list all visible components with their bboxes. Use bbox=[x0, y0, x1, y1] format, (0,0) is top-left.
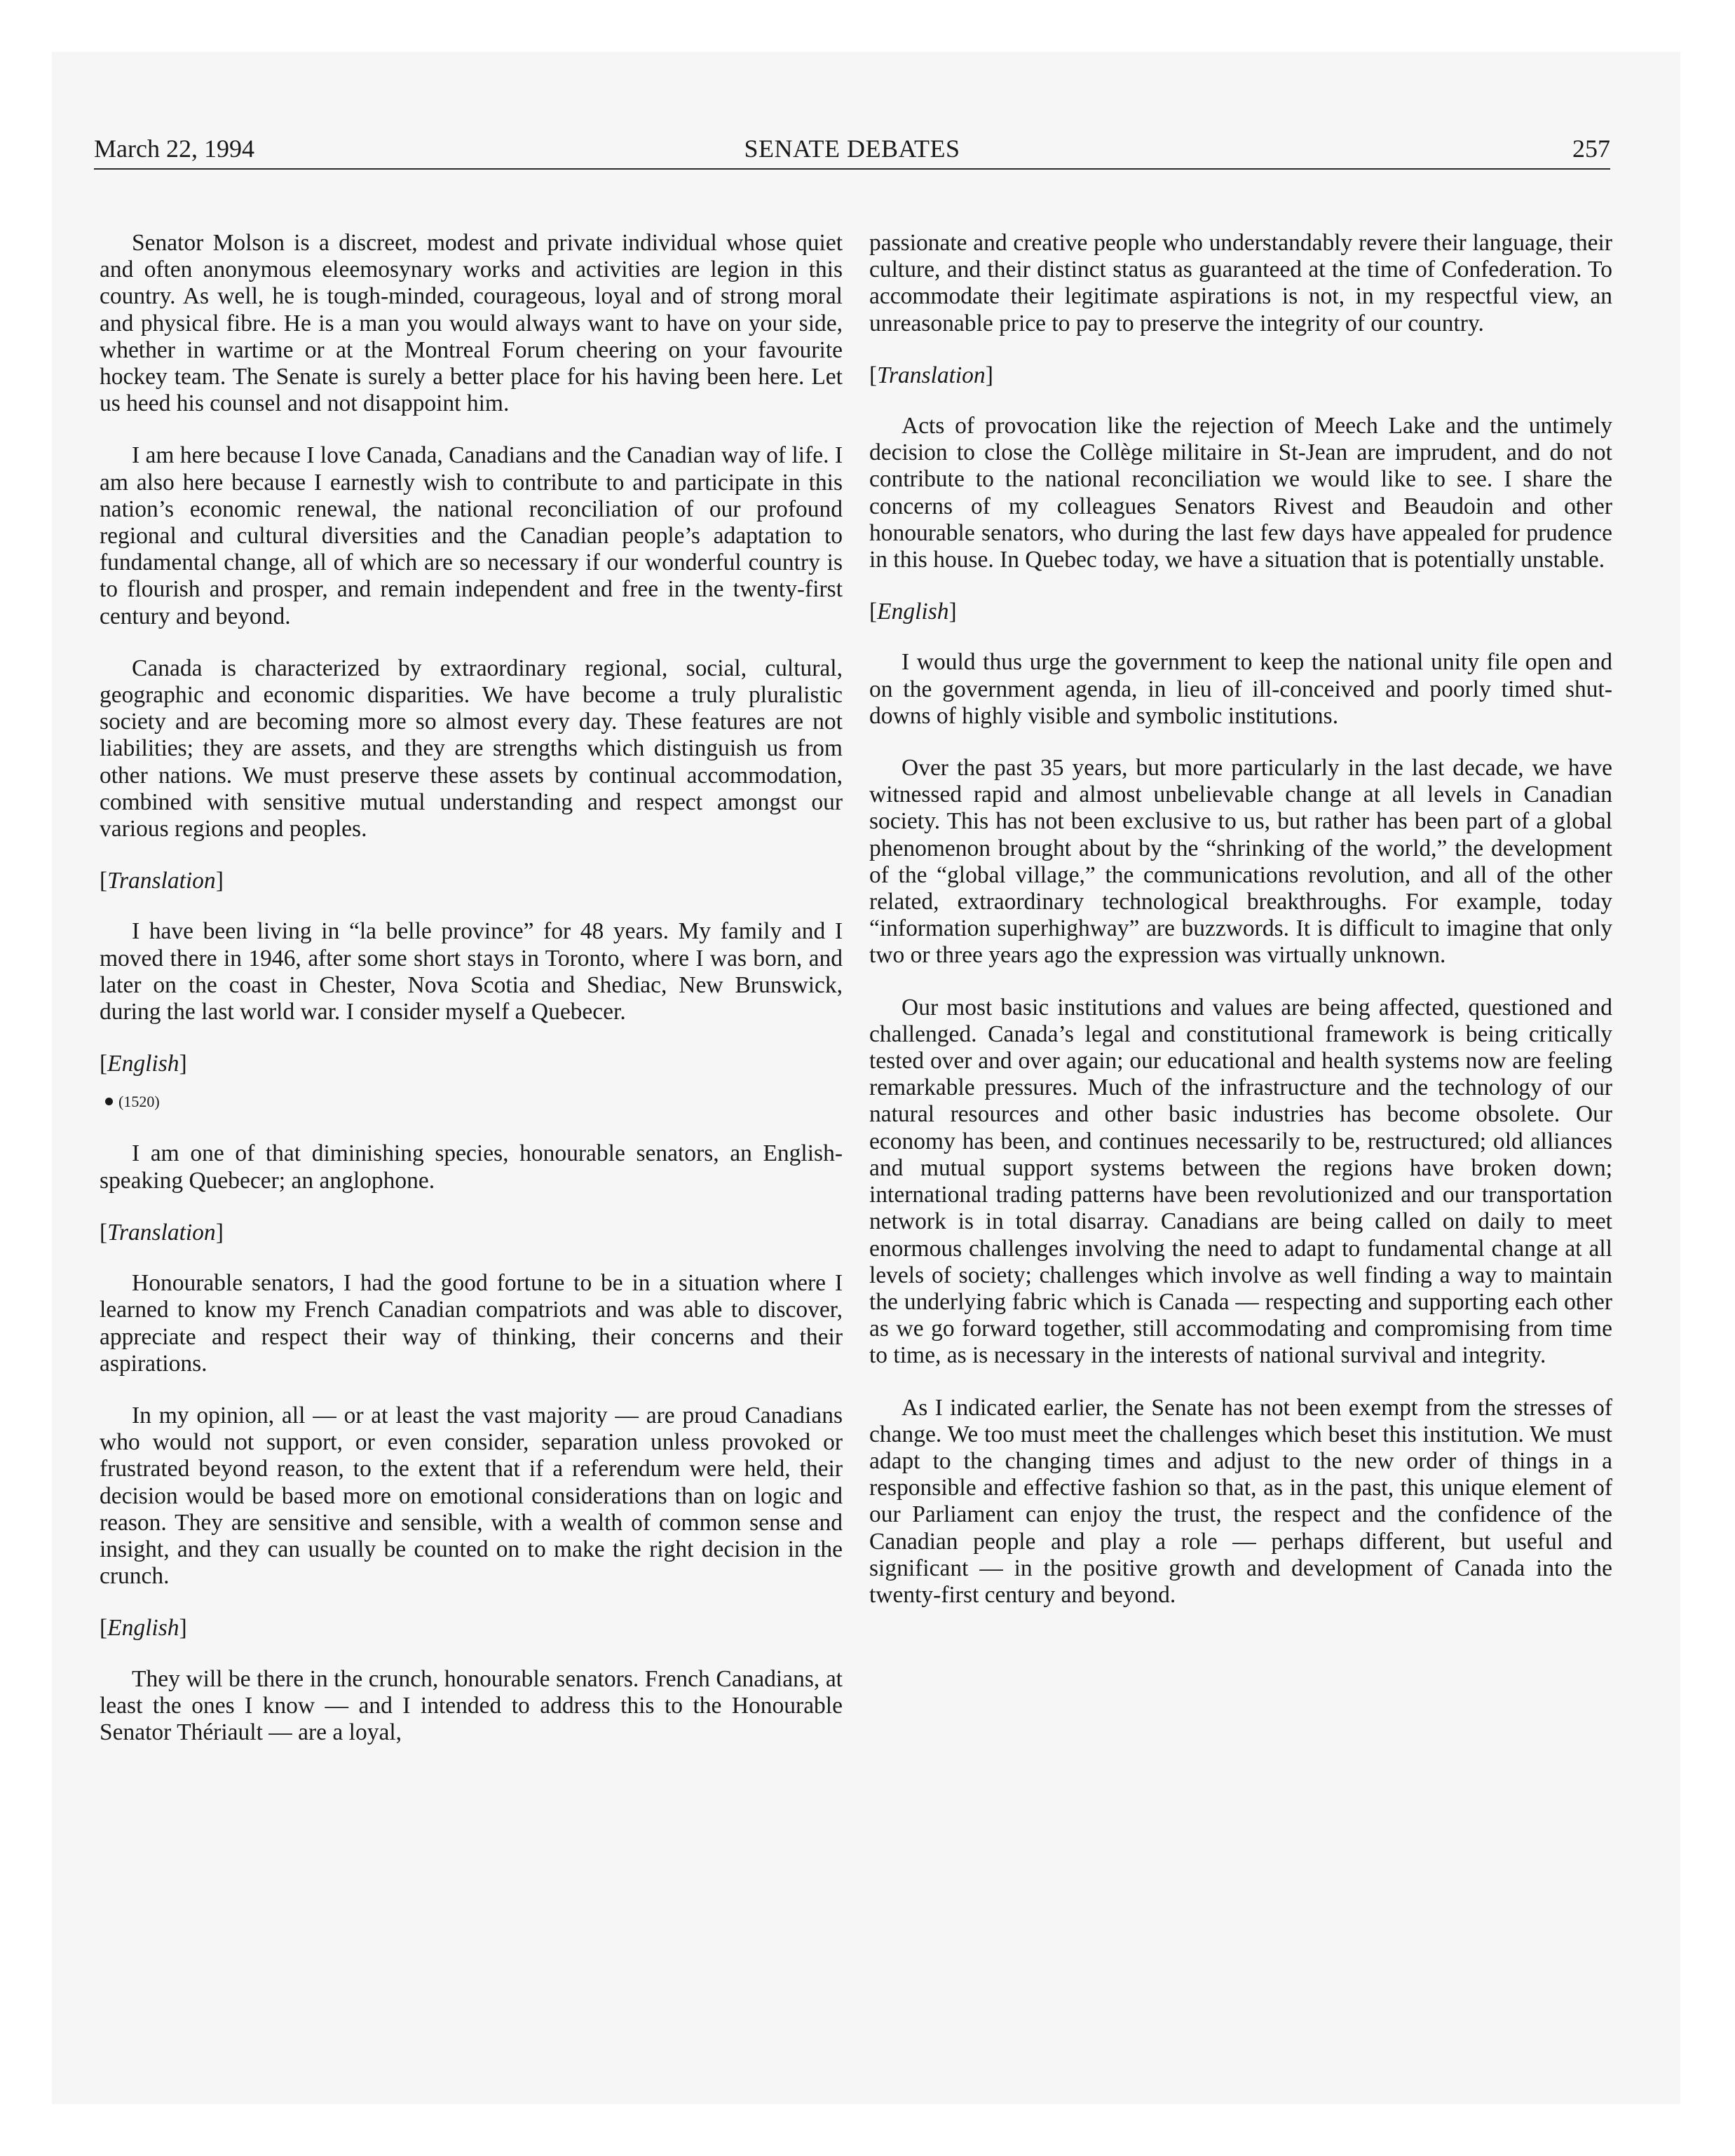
language-tag: [Translation] bbox=[869, 362, 993, 388]
paragraph: Senator Molson is a discreet, modest and private individual whose quiet and often anonymous eleemosynary works and activities are legion in this country. As well, he is tough-minded, courageous, loyal and of strong moral and physical fibre. He is a man you would always want to have on your side, whether in wartime or at the Montreal Forum cheering on your favourite hockey team. The Senate is surely a better place for his having been here. Let us heed his counsel and not disappoint him. bbox=[100, 230, 843, 417]
language-tag: [English] bbox=[869, 599, 957, 625]
time-marker-text: (1520) bbox=[118, 1093, 160, 1111]
language-tag-text: English bbox=[107, 1615, 179, 1642]
paragraph: As I indicated earlier, the Senate has not been exempt from the stresses of change. We too must meet the challenges which beset this institution. We must adapt to the changing times and adjust to the new order of things in a responsible and effective fashion so that, as in the past, this unique element of our Parliament can enjoy the trust, the respect and the confidence of the Canadian people and play a role — perhaps different, but useful and significant — in the positive growth and development of Canada into the twenty-first century and beyond. bbox=[869, 1394, 1612, 1608]
page-header bbox=[94, 132, 1610, 170]
paragraph: I have been living in “la belle province” for 48 years. My family and I moved there in 1946, after some short stays in Toronto, where I was born, and later on the coast in Chester, Nova Scotia and Shediac, New Brunswick, during the last world war. I consider myself a Quebecer. bbox=[100, 918, 843, 1025]
time-marker bbox=[105, 1091, 843, 1112]
language-tag: [Translation] bbox=[100, 1219, 224, 1246]
paragraph: Our most basic institutions and values are being affected, questioned and challenged. Canada’s legal and constitutional framework is being critically tested over and over again; our educational and health systems now are feeling remarkable pressures. Much of the infrastructure and the technology of our natural resources and other basic industries has become obsolete. Our economy has been, and continues necessarily to be, restructured; old alliances and mutual support systems between the regions have broken down; international trading patterns have been revolutionized and our transportation network is in total disarray. Canadians are being called on daily to meet enormous challenges involving the need to adapt to fundamental change at all levels of society; challenges which involve as well finding a way to maintain the underlying fabric which is Canada — respecting and supporting each other as we go forward together, still accommodating and compromising from time to time, as is necessary in the interests of national survival and integrity. bbox=[869, 994, 1612, 1369]
paragraph-continued: passionate and creative people who understandably revere their language, their culture, and their distinct status as guaranteed at the time of Confederation. To accommodate their legitimate aspirations is not, in my respectful view, an unreasonable price to pay to preserve the integrity of our country. bbox=[869, 230, 1612, 336]
paragraph: I am here because I love Canada, Canadians and the Canadian way of life. I am also here because I earnestly wish to contribute to and participate in this nation’s economic renewal, the national reconciliation of our profound regional and cultural diversities and the Canadian people’s adaptation to fundamental change, all of which are so necessary if our wonderful country is to flourish and prosper, and remain independent and free in the twenty-first century and beyond. bbox=[100, 442, 843, 629]
right-column bbox=[869, 230, 1612, 1634]
paragraph: I would thus urge the government to keep the national unity file open and on the government agenda, in lieu of ill-conceived and poorly timed shut-downs of highly visible and symbolic institutions. bbox=[869, 649, 1612, 729]
language-tag: [English] bbox=[100, 1051, 187, 1077]
paragraph: I am one of that diminishing species, honourable senators, an English-speaking Quebecer; an anglophone. bbox=[100, 1140, 843, 1194]
page-number: 257 bbox=[1572, 135, 1610, 163]
header-title: SENATE DEBATES bbox=[744, 135, 960, 163]
left-column bbox=[100, 230, 843, 1771]
bullet-icon bbox=[105, 1098, 113, 1105]
language-tag-text: Translation bbox=[877, 362, 986, 388]
paragraph: Canada is characterized by extraordinary regional, social, cultural, geographic and economic disparities. We have become a truly pluralistic society and are becoming more so almost every day. These features are not liabilities; they are assets, and they are strengths which distinguish us from other nations. We must preserve these assets by continual accommodation, combined with sensitive mutual understanding and respect amongst our various regions and peoples. bbox=[100, 655, 843, 842]
language-tag-text: English bbox=[877, 599, 949, 625]
paragraph: They will be there in the crunch, honourable senators. French Canadians, at least the ones I know — and I intended to address this to the Honourable Senator Thériault — are a loyal, bbox=[100, 1665, 843, 1745]
paragraph: Over the past 35 years, but more particularly in the last decade, we have witnessed rapid and almost unbelievable change at all levels in Canadian society. This has not been exclusive to us, but rather has been part of a global phenomenon brought about by the “shrinking of the world,” the development of the “global village,” the communications revolution, and all of the other related, extraordinary technological breakthroughs. For example, today “information superhighway” are buzzwords. It is difficult to imagine that only two or three years ago the expression was virtually unknown. bbox=[869, 755, 1612, 969]
language-tag-text: English bbox=[107, 1051, 179, 1077]
language-tag: [Translation] bbox=[100, 868, 224, 894]
header-date: March 22, 1994 bbox=[94, 135, 254, 163]
paragraph: In my opinion, all — or at least the vast majority — are proud Canadians who would not support, or even consider, separation unless provoked or frustrated beyond reason, to the extent that if a referendum were held, their decision would be based more on emotional considerations than on logic and reason. They are sensitive and sensible, with a wealth of common sense and insight, and they can usually be counted on to make the right decision in the crunch. bbox=[100, 1402, 843, 1590]
language-tag-text: Translation bbox=[107, 868, 216, 894]
paragraph: Honourable senators, I had the good fortune to be in a situation where I learned to know my French Canadian compatriots and was able to discover, appreciate and respect their way of thinking, their concerns and their aspirations. bbox=[100, 1270, 843, 1377]
language-tag-text: Translation bbox=[107, 1219, 216, 1246]
language-tag: [English] bbox=[100, 1615, 187, 1642]
paragraph: Acts of provocation like the rejection of Meech Lake and the untimely decision to close the Collège militaire in St-Jean are imprudent, and do not contribute to the national reconciliation we would like to see. I share the concerns of my colleagues Senators Rivest and Beaudoin and other honourable senators, who during the last few days have appealed for prudence in this house. In Quebec today, we have a situation that is potentially unstable. bbox=[869, 413, 1612, 573]
